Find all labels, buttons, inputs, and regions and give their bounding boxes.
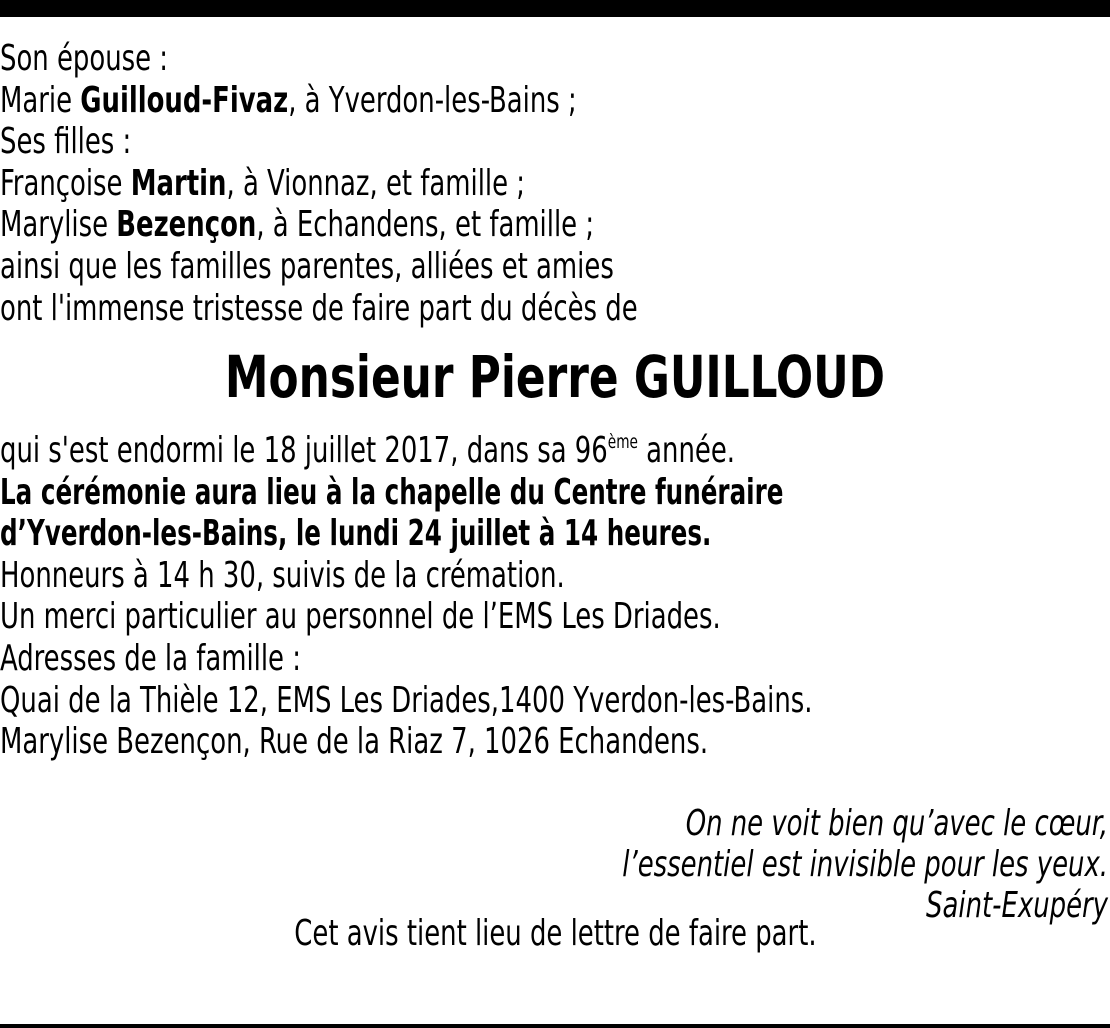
top-border-rule [0,0,1110,17]
relatives-line: ainsi que les familles parentes, alliées et amies [0,245,614,287]
spouse-surname: Guilloud-Fivaz [80,79,289,121]
bottom-border-rule [0,1024,1110,1028]
quote-line-2: l’essentiel est invisible pour les yeux. [622,844,1108,885]
age-word: année. [637,430,736,471]
ceremony-details [0,430,1110,763]
daughter-2-first-name: Marylise [0,204,117,246]
honours-line: Honneurs à 14 h 30, suivis de la crémation. [0,554,565,596]
address-line-2: Marylise Bezençon, Rue de la Riaz 7, 1026 Echandens. [0,721,709,763]
quote-line-1: On ne voit bien qu’avec le cœur, [685,803,1108,844]
announcement-line: ont l'immense tristesse de faire part du décès de [0,287,638,329]
spouse-heading: Son épouse : [0,38,169,79]
footer-notice [0,912,1110,956]
death-date-text: qui s'est endormi le 18 juillet 2017, dans sa 96 [0,430,608,471]
family-announcement [0,38,1110,329]
spouse-line [0,80,888,122]
deceased-name: Monsieur Pierre GUILLOUD [224,343,886,411]
address-line-1: Quai de la Thièle 12, EMS Les Driades,1400 Yverdon-les-Bains. [0,679,813,721]
spouse-location: , à Yverdon-les-Bains ; [288,79,577,121]
ordinal-suffix: ème [607,431,638,453]
daughters-heading: Ses filles : [0,121,132,163]
daughter-1-surname: Martin [130,162,227,204]
daughter-2-location: , à Echandens, et famille ; [256,204,595,246]
ceremony-date-line: d’Yverdon-les-Bains, le lundi 24 juillet à 14 heures. [0,513,712,555]
addresses-heading: Adresses de la famille : [0,637,301,679]
daughter-line-2 [0,204,888,246]
daughter-1-first-name: Françoise [0,162,131,204]
spouse-first-name: Marie [0,79,81,121]
thanks-line: Un merci particulier au personnel de l’EMS Les Driades. [0,596,721,638]
ceremony-location-line: La cérémonie aura lieu à la chapelle du Centre funéraire [0,471,784,513]
deceased-name-heading [0,342,1110,412]
daughter-1-location: , à Vionnaz, et famille ; [226,162,526,204]
death-date-line [0,430,888,472]
daughter-line-1 [0,163,888,205]
footer-text: Cet avis tient lieu de lettre de faire part. [293,913,817,954]
daughter-2-surname: Bezençon [116,204,257,246]
quotation-block [408,803,1108,926]
quote-author: Saint-Exupéry [926,885,1108,926]
